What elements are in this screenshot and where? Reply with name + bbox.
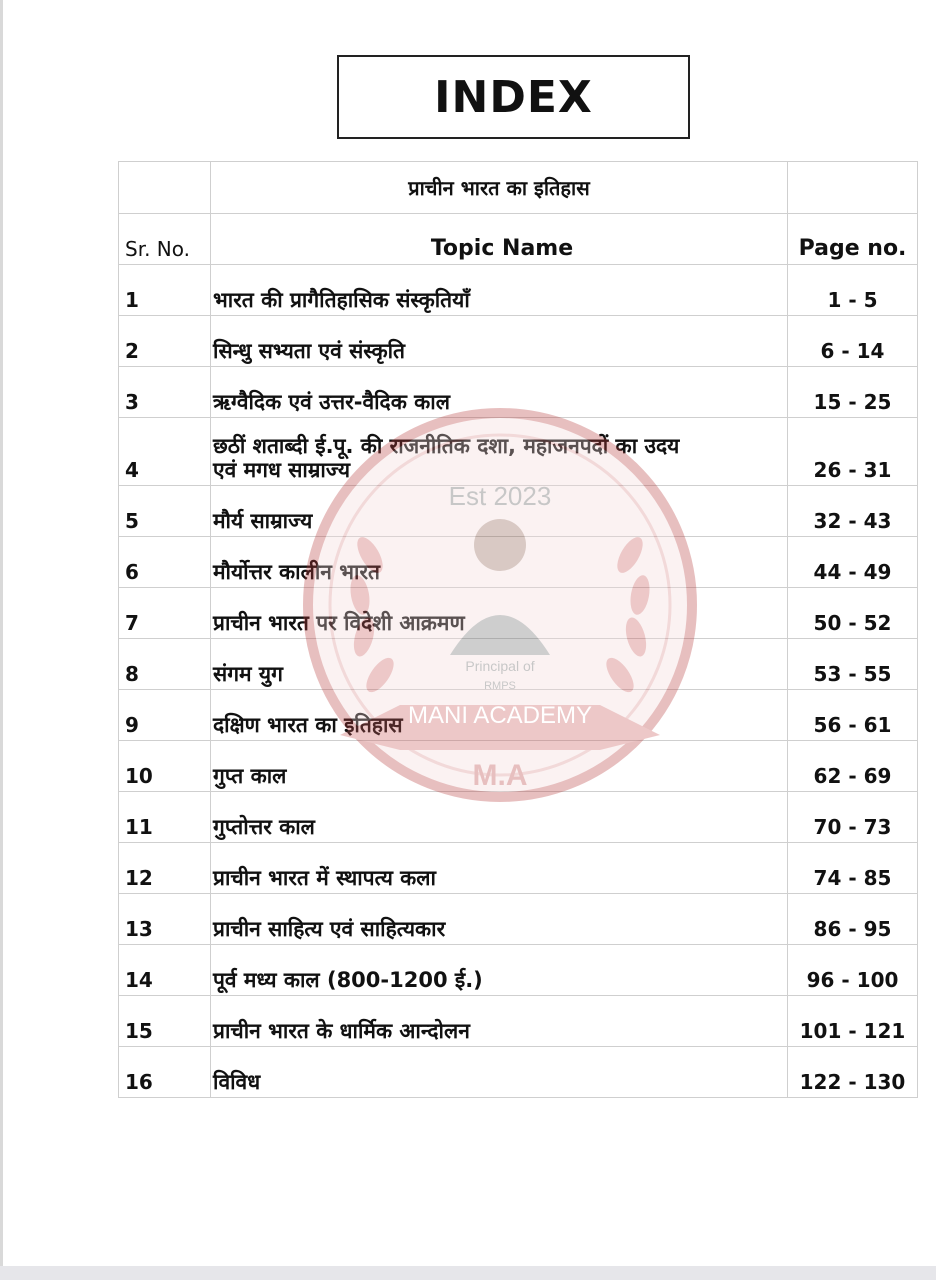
section-title: प्राचीन भारत का इतिहास (211, 162, 788, 214)
table-row (119, 1047, 918, 1098)
empty-cell (119, 162, 211, 214)
sr-no-cell: 8 (119, 639, 211, 690)
seal-est-text: Est 2023 (448, 481, 552, 511)
page-range-cell: 26 - 31 (788, 418, 918, 486)
empty-cell (788, 162, 918, 214)
page-range-cell: 1 - 5 (788, 265, 918, 316)
table-row (119, 367, 918, 418)
sr-no-cell: 15 (119, 996, 211, 1047)
table-row (119, 690, 918, 741)
page-range-cell: 101 - 121 (788, 996, 918, 1047)
sr-no-cell: 10 (119, 741, 211, 792)
topic-cell: गुप्तोत्तर काल (211, 792, 788, 843)
page-range-cell: 15 - 25 (788, 367, 918, 418)
topic-line: छठीं शताब्दी ई.पू. की राजनीतिक दशा, महाजनपदों का उदय (213, 434, 680, 458)
column-header-page: Page no. (788, 214, 918, 265)
page-range-cell: 86 - 95 (788, 894, 918, 945)
table-row (119, 316, 918, 367)
table-row (119, 945, 918, 996)
table-row (119, 741, 918, 792)
column-header-row (119, 214, 918, 265)
sr-no-cell: 16 (119, 1047, 211, 1098)
topic-line: एवं मगध साम्राज्य (213, 458, 351, 482)
sr-no-cell: 13 (119, 894, 211, 945)
sr-no-cell: 7 (119, 588, 211, 639)
topic-cell: प्राचीन भारत के धार्मिक आन्दोलन (211, 996, 788, 1047)
column-header-topic: Topic Name (211, 214, 788, 265)
topic-cell: मौर्योत्तर कालीन भारत (211, 537, 788, 588)
table-row (119, 588, 918, 639)
topic-cell: मौर्य साम्राज्य (211, 486, 788, 537)
page-range-cell: 56 - 61 (788, 690, 918, 741)
topic-cell: प्राचीन भारत पर विदेशी आक्रमण (211, 588, 788, 639)
topic-cell: पूर्व मध्य काल (800-1200 ई.) (211, 945, 788, 996)
table-row (119, 486, 918, 537)
seal-principal-text: Principal of (465, 658, 535, 674)
page-range-cell: 6 - 14 (788, 316, 918, 367)
seal-institute-text: RMPS (484, 680, 516, 692)
page-range-cell: 50 - 52 (788, 588, 918, 639)
sr-no-cell: 11 (119, 792, 211, 843)
sr-no-cell: 9 (119, 690, 211, 741)
page-range-cell: 74 - 85 (788, 843, 918, 894)
seal-academy-text: MANI ACADEMY (407, 702, 593, 729)
table-row (119, 537, 918, 588)
sr-no-cell: 1 (119, 265, 211, 316)
table-row (119, 792, 918, 843)
section-header-row (119, 162, 918, 214)
sr-no-cell: 12 (119, 843, 211, 894)
topic-cell: दक्षिण भारत का इतिहास (211, 690, 788, 741)
topic-cell: संगम युग (211, 639, 788, 690)
table-row (119, 265, 918, 316)
page-range-cell: 53 - 55 (788, 639, 918, 690)
seal-monogram-text: M.A (472, 759, 528, 792)
table-row (119, 843, 918, 894)
sr-no-cell: 5 (119, 486, 211, 537)
topic-cell (211, 418, 788, 486)
index-title-box (337, 55, 690, 139)
page-range-cell: 96 - 100 (788, 945, 918, 996)
topic-cell: प्राचीन साहित्य एवं साहित्यकार (211, 894, 788, 945)
topic-cell: सिन्धु सभ्यता एवं संस्कृति (211, 316, 788, 367)
page-range-cell: 70 - 73 (788, 792, 918, 843)
page-edge (0, 0, 3, 1266)
table-row (119, 996, 918, 1047)
index-title: INDEX (434, 71, 593, 123)
page-range-cell: 32 - 43 (788, 486, 918, 537)
page-range-cell: 62 - 69 (788, 741, 918, 792)
topic-cell: विविध (211, 1047, 788, 1098)
sr-no-cell: 3 (119, 367, 211, 418)
topic-cell: भारत की प्रागैतिहासिक संस्कृतियाँ (211, 265, 788, 316)
topic-cell: गुप्त काल (211, 741, 788, 792)
bottom-strip (0, 1266, 936, 1280)
sr-no-cell: 4 (119, 418, 211, 486)
toc-table (118, 161, 918, 1098)
topic-cell: प्राचीन भारत में स्थापत्य कला (211, 843, 788, 894)
page-range-cell: 44 - 49 (788, 537, 918, 588)
table-row (119, 418, 918, 486)
table-row (119, 894, 918, 945)
page-range-cell: 122 - 130 (788, 1047, 918, 1098)
sr-no-cell: 6 (119, 537, 211, 588)
table-row (119, 639, 918, 690)
sr-no-cell: 14 (119, 945, 211, 996)
sr-no-cell: 2 (119, 316, 211, 367)
topic-cell: ऋग्वैदिक एवं उत्तर-वैदिक काल (211, 367, 788, 418)
column-header-sr-no: Sr. No. (119, 214, 211, 265)
